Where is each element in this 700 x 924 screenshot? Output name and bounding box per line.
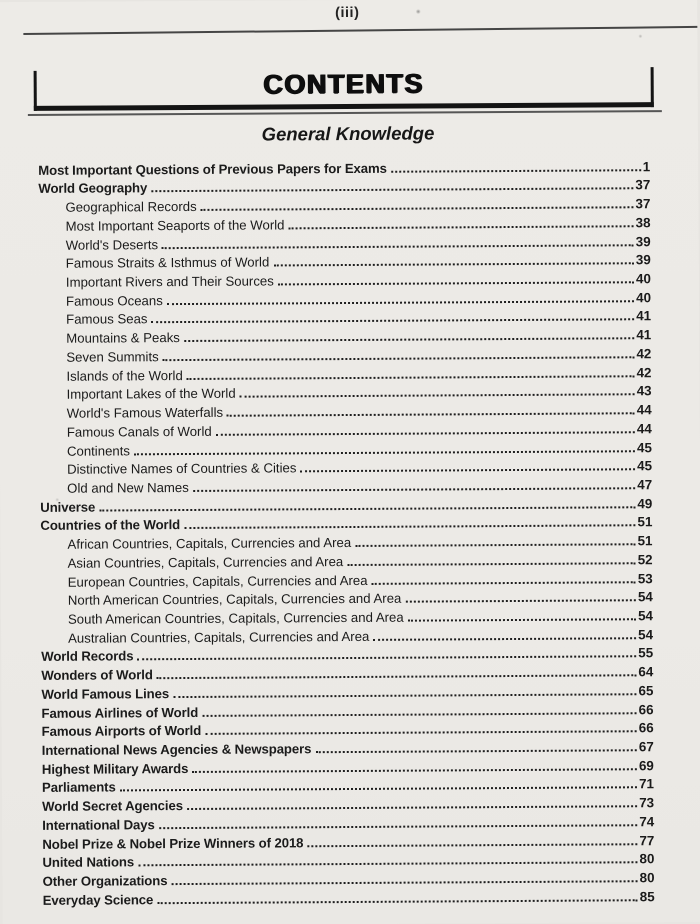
leader-dots [408, 618, 636, 621]
toc-entry-label: Famous Oceans [65, 292, 163, 309]
toc-entry-page: 54 [637, 589, 653, 605]
toc-list [38, 155, 655, 907]
leader-dots [173, 693, 636, 698]
toc-entry-page: 39 [635, 233, 651, 249]
toc-entry-label: Universe [40, 499, 96, 515]
leader-dots [347, 562, 635, 566]
toc-entry-page: 42 [636, 364, 652, 380]
toc-entry-label: Famous Canals of World [66, 423, 212, 440]
toc-entry-label: Islands of the World [66, 367, 183, 384]
leader-dots [372, 581, 636, 585]
toc-entry-label: Asian Countries, Capitals, Currencies and Area [67, 553, 344, 571]
leader-dots [240, 394, 635, 398]
toc-entry-label: European Countries, Capitals, Currencies and Area [67, 572, 368, 590]
leader-dots [159, 824, 638, 829]
toc-entry-page: 51 [637, 533, 653, 549]
leader-dots [315, 749, 636, 753]
toc-entry-label: Parliaments [41, 779, 116, 796]
top-rule [23, 26, 697, 35]
toc-entry-page: 38 [635, 215, 651, 231]
toc-entry-label: Mountains & Peaks [66, 330, 180, 346]
leader-dots [171, 880, 637, 885]
toc-entry-label: African Countries, Capitals, Currencies and Area [67, 535, 352, 552]
toc-entry-page: 80 [639, 870, 655, 886]
toc-entry-page: 65 [638, 682, 654, 699]
leader-dots [157, 674, 637, 679]
leader-dots [187, 805, 637, 810]
leader-dots [288, 225, 633, 229]
toc-entry-page: 47 [637, 477, 653, 493]
contents-title: CONTENTS [263, 68, 425, 100]
toc-entry-label: World's Deserts [65, 236, 159, 253]
toc-entry-label: Highest Military Awards [41, 760, 189, 777]
toc-entry-label: International Days [42, 817, 155, 833]
contents-header-frame [34, 67, 654, 111]
toc-entry-page: 85 [639, 888, 655, 904]
leader-dots [193, 487, 635, 492]
leader-dots [163, 356, 635, 361]
leader-dots [184, 337, 634, 342]
toc-entry-page: 44 [636, 402, 652, 418]
leader-dots [273, 263, 634, 267]
toc-entry-label: World Secret Agencies [42, 798, 183, 815]
toc-entry-label: Seven Summits [66, 349, 159, 365]
toc-entry-page: 49 [637, 495, 653, 511]
toc-entry-label: United Nations [42, 854, 135, 871]
toc-entry-page: 42 [636, 346, 652, 362]
toc-entry-page: 80 [639, 851, 655, 867]
toc-entry-page: 41 [636, 308, 652, 324]
toc-entry-label: Distinctive Names of Countries & Cities [66, 460, 297, 477]
toc-entry-page: 37 [635, 177, 651, 193]
toc-entry-label: Old and New Names [67, 479, 189, 496]
toc-entry-page: 52 [637, 551, 653, 568]
leader-dots [205, 731, 637, 736]
toc-entry-page: 53 [637, 570, 653, 586]
leader-dots [137, 656, 636, 661]
toc-entry-label: Australian Countries, Capitals, Currencies and Area [68, 628, 370, 646]
toc-entry-label: Famous Straits & Isthmus of World [65, 254, 270, 272]
leader-dots [300, 468, 635, 472]
toc-entry-page: 41 [636, 327, 652, 343]
toc-entry-label: Important Lakes of the World [66, 386, 236, 403]
page-number: (iii) [335, 4, 360, 22]
toc-entry [43, 885, 655, 907]
leader-dots [187, 375, 635, 380]
leader-dots [157, 899, 638, 904]
toc-entry-page: 74 [639, 814, 655, 830]
toc-entry-page: 40 [635, 271, 651, 287]
toc-entry-label: Continents [66, 442, 131, 459]
leader-dots [202, 712, 636, 717]
leader-dots [373, 637, 636, 641]
leader-dots [151, 188, 633, 193]
leader-dots [162, 244, 634, 249]
leader-dots [405, 600, 636, 603]
leader-dots [307, 843, 637, 847]
toc-entry-page: 45 [636, 439, 652, 455]
toc-entry-label: Countries of the World [40, 517, 181, 534]
toc-entry-label: Wonders of World [41, 667, 153, 684]
toc-entry-page: 66 [638, 701, 654, 717]
toc-entry-page: 67 [638, 739, 654, 755]
leader-dots [138, 862, 637, 867]
toc-entry-page: 77 [639, 832, 655, 848]
leader-dots [152, 319, 635, 324]
leader-dots [227, 412, 635, 416]
toc-entry-page: 1 [642, 158, 651, 174]
leader-dots [99, 506, 635, 511]
toc-entry-page: 71 [639, 776, 655, 792]
toc-entry-label: World Famous Lines [41, 685, 170, 702]
toc-entry-page: 66 [638, 720, 654, 736]
toc-entry-label: Other Organizations [42, 873, 168, 889]
toc-entry-label: World Geography [38, 180, 148, 197]
toc-entry-label: Famous Airlines of World [41, 704, 199, 721]
toc-entry-page: 73 [639, 795, 655, 811]
leader-dots [216, 431, 635, 436]
toc-entry-label: South American Countries, Capitals, Currencies and Area [67, 609, 404, 627]
leader-dots [201, 206, 634, 211]
toc-entry-label: International News Agencies & Newspapers [41, 741, 312, 758]
toc-entry-page: 44 [636, 420, 652, 437]
leader-dots [391, 169, 641, 173]
leader-dots [355, 543, 635, 547]
toc-entry-label: Most Important Questions of Previous Papers for Exams [38, 160, 387, 178]
toc-entry-label: Geographical Records [65, 199, 197, 215]
leader-dots [134, 450, 635, 455]
toc-entry-page: 69 [638, 757, 654, 773]
toc-entry-label: World Records [41, 648, 134, 665]
toc-entry-page: 40 [636, 289, 652, 305]
section-title: General Knowledge [261, 122, 435, 145]
toc-entry-label: World's Famous Waterfalls [66, 404, 224, 421]
toc-entry-page: 37 [635, 196, 651, 212]
leader-dots [167, 300, 634, 305]
toc-entry-page: 54 [637, 608, 653, 624]
toc-entry-label: Important Rivers and Their Sources [65, 273, 274, 290]
toc-entry-page: 55 [638, 645, 654, 661]
toc-entry-page: 51 [637, 514, 653, 530]
toc-entry-page: 54 [638, 626, 654, 642]
toc-entry-label: Famous Airports of World [41, 723, 202, 740]
leader-dots [278, 281, 634, 285]
toc-entry-page: 64 [638, 664, 654, 680]
toc-entry-label: North American Countries, Capitals, Currencies and Area [67, 590, 402, 608]
toc-entry-label: Most Important Seaports of the World [65, 217, 285, 234]
toc-entry-page: 45 [637, 458, 653, 474]
toc-entry-label: Nobel Prize & Nobel Prize Winners of 2018 [42, 834, 304, 852]
toc-entry-page: 43 [636, 383, 652, 399]
toc-entry-label: Everyday Science [42, 891, 154, 908]
toc-entry-page: 39 [635, 252, 651, 268]
leader-dots [184, 525, 635, 530]
leader-dots [192, 768, 637, 773]
leader-dots [120, 787, 637, 792]
toc-entry-label: Famous Seas [66, 311, 148, 328]
